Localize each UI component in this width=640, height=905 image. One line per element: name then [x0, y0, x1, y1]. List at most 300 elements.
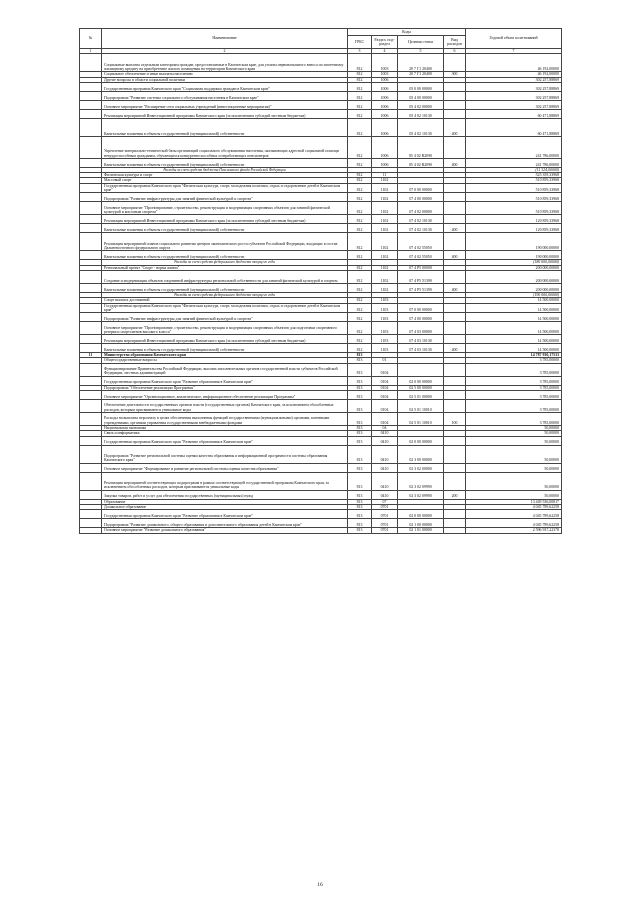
row-number — [80, 490, 102, 499]
row-name: Государственная программа Камчатского края "Развитие образования в Камчатском крае" — [102, 510, 348, 519]
row-name: Создание и модернизация объектов спортивной инфраструктуры региональной собственности для занятий физической культурой и спортом — [102, 270, 348, 283]
row-target-article: 02 3 02 09990 — [398, 490, 444, 499]
row-name: Социальные выплаты отдельным категориям граждан, предоставляемые в Камчатском крае, для уплаты первоначального взноса по ипотечному жилищному кредиту на приобретение жилого помещения на территории Камчатского края — [102, 54, 348, 72]
row-grbs: 812 — [348, 136, 372, 158]
header-target: Целевая статья — [398, 36, 444, 49]
row-grbs: 812 — [348, 251, 372, 260]
row-name: Государственная программа Камчатского края "Социальная поддержка граждан в Камчатском крае" — [102, 82, 348, 91]
row-section: 1103 — [372, 335, 398, 344]
row-expense-type — [444, 510, 466, 519]
row-grbs: 812 — [348, 313, 372, 322]
row-grbs: 812 — [348, 158, 372, 167]
row-expense-type — [444, 400, 466, 413]
row-grbs: 812 — [348, 109, 372, 118]
row-amount: 190 000,00000 — [466, 251, 562, 260]
column-number: 7 — [466, 49, 562, 54]
row-grbs: 813 — [348, 504, 372, 509]
row-target-article: 07 4 02 55050 — [398, 233, 444, 251]
row-target-article: 02 1 01 00000 — [398, 528, 444, 533]
row-grbs: 813 — [348, 528, 372, 533]
row-amount: 3 785,00000 — [466, 400, 562, 413]
row-number — [80, 233, 102, 251]
row-name: Государственная программа Камчатского края "Развитие образования в Камчатском крае" — [102, 376, 348, 385]
row-grbs: 812 — [348, 215, 372, 224]
table-row — [80, 100, 562, 109]
row-number — [80, 215, 102, 224]
row-name: Расходы за счет средств бюджета Пенсионного фонда Российской Федерации — [102, 167, 348, 172]
row-grbs: 813 — [348, 519, 372, 528]
row-expense-type: 400 — [444, 344, 466, 353]
row-grbs: 813 — [348, 499, 372, 504]
row-target-article: 07 4 P5 51390 — [398, 283, 444, 292]
row-target-article: 05 4 02 10130 — [398, 118, 444, 136]
row-name: Национальная экономика — [102, 426, 348, 431]
row-name: Подпрограмма "Развитие инфраструктуры для занятий физической культурой и спортом" — [102, 313, 348, 322]
row-target-article: 02 0 00 00000 — [398, 510, 444, 519]
row-amount: 525 359,33968 — [466, 173, 562, 178]
row-target-article: 07 4 00 00000 — [398, 193, 444, 202]
row-grbs: 813 — [348, 436, 372, 445]
row-section: 0410 — [372, 431, 398, 436]
row-amount: 4 045 789,62258 — [466, 504, 562, 509]
row-name: Основное мероприятие "Проектирование, строительство, реконструкция и модернизация спортивных объектов для занятий физической культурой и массовым спортом" — [102, 202, 348, 215]
table-row — [80, 463, 562, 472]
table-row — [80, 519, 562, 528]
table-row — [80, 413, 562, 426]
row-section: 1006 — [372, 136, 398, 158]
row-amount: 302 257,88869 — [466, 91, 562, 100]
row-section: 0410 — [372, 472, 398, 490]
row-grbs: 812 — [348, 183, 372, 193]
table-row — [80, 335, 562, 344]
row-section: 0410 — [372, 463, 398, 472]
row-expense-type — [444, 313, 466, 322]
row-name: Закупка товаров, работ и услуг для обеспечения государственных (муниципальных) нужд — [102, 490, 348, 499]
row-expense-type — [444, 136, 466, 158]
row-grbs: 813 — [348, 400, 372, 413]
row-section: 1102 — [372, 202, 398, 215]
row-grbs: 812 — [348, 322, 372, 335]
row-name: Подпрограмма "Развитие инфраструктуры для занятий физической культурой и спортом" — [102, 193, 348, 202]
row-target-article: 05 4 02 00000 — [398, 100, 444, 109]
row-amount: 510 859,33968 — [466, 183, 562, 193]
column-number: 2 — [102, 49, 348, 54]
row-target-article: 02 0 00 00000 — [398, 376, 444, 385]
row-name: Реализация мероприятий соответствующих подпрограмм в рамках соответствующей государственной программы Камчатского края, за исключением обособленных расходов, которым присваиваются уникальные коды — [102, 472, 348, 490]
row-expense-type — [444, 82, 466, 91]
row-number — [80, 472, 102, 490]
row-name: Массовый спорт — [102, 178, 348, 183]
row-name: Подпрограмма "Обеспечение реализации Программы" — [102, 385, 348, 390]
row-number — [80, 202, 102, 215]
row-amount: 13 449 536,00817 — [466, 499, 562, 504]
row-target-article: 20 7 Г1 20400 — [398, 54, 444, 72]
row-amount: 241 786,00000 — [466, 158, 562, 167]
row-target-article: 05 4 02 10130 — [398, 109, 444, 118]
row-name: Физическая культура и спорт — [102, 173, 348, 178]
row-section: 1006 — [372, 118, 398, 136]
header-codes: Коды — [348, 29, 466, 36]
row-name: Социальное обеспечение и иные выплаты населению — [102, 72, 348, 77]
row-target-article: 05 4 02 R2090 — [398, 136, 444, 158]
row-name: Капитальные вложения в объекты государственной (муниципальной) собственности — [102, 158, 348, 167]
budget-table — [79, 28, 562, 534]
row-section: 1006 — [372, 82, 398, 91]
row-name: Капитальные вложения в объекты государственной (муниципальной) собственности — [102, 283, 348, 292]
table-row — [80, 54, 562, 72]
row-number — [80, 510, 102, 519]
row-target-article: 02 3 02 09990 — [398, 472, 444, 490]
table-row — [80, 400, 562, 413]
row-grbs: 812 — [348, 100, 372, 109]
row-expense-type: 400 — [444, 118, 466, 136]
row-number — [80, 322, 102, 335]
row-grbs: 812 — [348, 178, 372, 183]
table-header — [80, 29, 562, 54]
table-body — [80, 54, 562, 533]
row-amount: 50,00000 — [466, 431, 562, 436]
row-amount: 14 500,00000 — [466, 344, 562, 353]
table-row — [80, 224, 562, 233]
row-grbs: 813 — [348, 472, 372, 490]
row-section: 1003 — [372, 54, 398, 72]
table-row — [80, 91, 562, 100]
row-amount: 200 000,00000 — [466, 265, 562, 270]
row-expense-type: 200 — [444, 490, 466, 499]
column-number: 5 — [398, 49, 444, 54]
row-section: 1102 — [372, 193, 398, 202]
column-number: 6 — [444, 49, 466, 54]
table-row — [80, 303, 562, 313]
row-name: Капитальные вложения в объекты государственной (муниципальной) собственности — [102, 118, 348, 136]
row-number — [80, 109, 102, 118]
table-row — [80, 344, 562, 353]
row-section: 1006 — [372, 100, 398, 109]
row-amount: 14 500,00000 — [466, 335, 562, 344]
row-target-article: 05 0 00 00000 — [398, 82, 444, 91]
row-name: Укрепление материально-технической базы организаций социального обслуживания населения, оказывающих адресной социальной помощи нетрудоспособным гражданам, обучающихся конкурентоспособных и неработающих пенсионеров — [102, 136, 348, 158]
row-section: 1102 — [372, 270, 398, 283]
row-target-article: 05 4 00 00000 — [398, 91, 444, 100]
row-grbs: 813 — [348, 490, 372, 499]
row-number — [80, 400, 102, 413]
header-num: № — [80, 29, 102, 49]
table-row — [80, 363, 562, 376]
table-row — [80, 215, 562, 224]
row-name: Подпрограмма "Развитие дошкольного, общего образования и дополнительного образования детей в Камчатском крае" — [102, 519, 348, 528]
row-target-article: 07 4 00 00000 — [398, 313, 444, 322]
row-section: 11 — [372, 173, 398, 178]
table-row — [80, 283, 562, 292]
row-name: Основное мероприятие "Формирование и развитие региональной системы оценки качества образования" — [102, 463, 348, 472]
row-target-article: 20 7 Г1 20400 — [398, 72, 444, 77]
row-number — [80, 270, 102, 283]
row-section: 1006 — [372, 158, 398, 167]
row-target-article: 07 4 02 00000 — [398, 202, 444, 215]
row-number — [80, 519, 102, 528]
column-number: 3 — [348, 49, 372, 54]
row-name: Дошкольное образование — [102, 504, 348, 509]
row-number — [80, 303, 102, 313]
row-amount: 3 785,00000 — [466, 358, 562, 363]
row-section: 0701 — [372, 504, 398, 509]
column-number: 4 — [372, 49, 398, 54]
row-expense-type — [444, 183, 466, 193]
row-amount: 50,00000 — [466, 436, 562, 445]
table-row — [80, 233, 562, 251]
table-row — [80, 109, 562, 118]
row-expense-type — [444, 436, 466, 445]
row-number — [80, 413, 102, 426]
table-row — [80, 510, 562, 519]
row-name: Спорт высших достижений — [102, 298, 348, 303]
row-amount: 60 471,88869 — [466, 109, 562, 118]
row-amount: 46 192,00000 — [466, 72, 562, 77]
row-amount: 50,00000 — [466, 490, 562, 499]
row-grbs: 813 — [348, 510, 372, 519]
row-amount: 190 000,00000 — [466, 233, 562, 251]
table-row — [80, 118, 562, 136]
row-section: 0410 — [372, 490, 398, 499]
row-grbs: 812 — [348, 283, 372, 292]
row-grbs: 812 — [348, 193, 372, 202]
row-expense-type — [444, 376, 466, 385]
row-number — [80, 193, 102, 202]
row-section: 1006 — [372, 91, 398, 100]
page-number: 16 — [317, 882, 323, 888]
row-grbs: 813 — [348, 426, 372, 431]
row-section: 1103 — [372, 322, 398, 335]
table-row — [80, 490, 562, 499]
row-number — [80, 391, 102, 400]
header-section: Раздел, под-раздел — [372, 36, 398, 49]
row-number — [80, 91, 102, 100]
row-section: 1003 — [372, 72, 398, 77]
row-expense-type — [444, 335, 466, 344]
row-grbs: 812 — [348, 118, 372, 136]
row-grbs: 812 — [348, 265, 372, 270]
table-row — [80, 528, 562, 533]
row-grbs: 812 — [348, 202, 372, 215]
row-name: Реализация мероприятий Инвестиционной программы Камчатского края (за исключением субсидий местным бюджетам) — [102, 109, 348, 118]
row-number — [80, 445, 102, 463]
row-section: 0104 — [372, 413, 398, 426]
row-grbs: 812 — [348, 224, 372, 233]
row-target-article: 02 5 01 10010 — [398, 413, 444, 426]
row-number — [80, 335, 102, 344]
row-section: 0701 — [372, 528, 398, 533]
row-expense-type: 400 — [444, 224, 466, 233]
row-name: Основное мероприятие "Расширение сети социальных учреждений (инвестиционные мероприятия)" — [102, 100, 348, 109]
row-amount: 3 785,00000 — [466, 363, 562, 376]
row-target-article: 07 4 P5 51390 — [398, 270, 444, 283]
row-expense-type — [444, 193, 466, 202]
row-target-article: 07 4 03 00000 — [398, 322, 444, 335]
row-number — [80, 118, 102, 136]
row-expense-type: 400 — [444, 251, 466, 260]
row-number — [80, 363, 102, 376]
row-target-article: 07 4 P5 00000 — [398, 265, 444, 270]
row-amount: 302 257,88869 — [466, 77, 562, 82]
row-target-article: 07 4 03 10130 — [398, 344, 444, 353]
table-row — [80, 322, 562, 335]
row-name: Реализация мероприятий Инвестиционной программы Камчатского края (за исключением субсидий местным бюджетам) — [102, 335, 348, 344]
row-amount: 50,00000 — [466, 426, 562, 431]
row-amount: 241 786,00000 — [466, 136, 562, 158]
row-expense-type — [444, 233, 466, 251]
row-amount: 4 045 789,62258 — [466, 519, 562, 528]
row-section: 1102 — [372, 224, 398, 233]
row-section: 0701 — [372, 519, 398, 528]
row-expense-type — [444, 100, 466, 109]
row-number — [80, 82, 102, 91]
row-expense-type — [444, 472, 466, 490]
row-amount: 200 000,00000 — [466, 283, 562, 292]
row-section: 1102 — [372, 251, 398, 260]
row-amount: 2 596 937,22378 — [466, 528, 562, 533]
row-grbs: 813 — [348, 391, 372, 400]
row-target-article: 02 1 00 00000 — [398, 519, 444, 528]
row-section: 1102 — [372, 265, 398, 270]
row-name: Основное мероприятие "Развитие дошкольного образования" — [102, 528, 348, 533]
row-section: 1103 — [372, 313, 398, 322]
table-row — [80, 313, 562, 322]
header-grbs: ГРБС — [348, 36, 372, 49]
header-type: Вид расходов — [444, 36, 466, 49]
row-grbs: 812 — [348, 82, 372, 91]
row-target-article: 07 4 03 10130 — [398, 335, 444, 344]
row-amount: 120 859,33968 — [466, 215, 562, 224]
row-grbs: 813 — [348, 353, 372, 358]
row-expense-type: 300 — [444, 72, 466, 77]
row-number — [80, 251, 102, 260]
row-name: Основное мероприятие "Организационное, аналитическое, информационное обеспечение реализации Программы" — [102, 391, 348, 400]
row-grbs: 812 — [348, 233, 372, 251]
row-expense-type — [444, 202, 466, 215]
row-name: Связь и информатика — [102, 431, 348, 436]
row-target-article: 07 0 00 00000 — [398, 303, 444, 313]
row-name: Капитальные вложения в объекты государственной (муниципальной) собственности — [102, 344, 348, 353]
row-number — [80, 100, 102, 109]
row-grbs: 813 — [348, 376, 372, 385]
row-expense-type: 100 — [444, 413, 466, 426]
row-name: Региональный проект "Спорт - норма жизни" — [102, 265, 348, 270]
row-expense-type — [444, 215, 466, 224]
row-amount: 14 500,00000 — [466, 303, 562, 313]
row-section: 1103 — [372, 303, 398, 313]
table-row — [80, 391, 562, 400]
row-amount: 14 500,00000 — [466, 298, 562, 303]
row-section: 1006 — [372, 77, 398, 82]
row-expense-type — [444, 270, 466, 283]
row-amount: 14 500,00000 — [466, 313, 562, 322]
row-amount: 3 785,00000 — [466, 376, 562, 385]
row-name: Образование — [102, 499, 348, 504]
row-grbs: 812 — [348, 344, 372, 353]
row-target-article: 02 5 00 00000 — [398, 385, 444, 390]
row-amount: (190 000,00000) — [466, 292, 562, 297]
row-expense-type — [444, 391, 466, 400]
row-grbs: 813 — [348, 463, 372, 472]
row-grbs: 813 — [348, 363, 372, 376]
row-section: 1102 — [372, 233, 398, 251]
row-number: 11 — [80, 353, 102, 358]
row-name: Реализация мероприятий планов социального развития центров экономического роста субъектов Российской Федерации, входящих в состав Дальневосточного федерального округа — [102, 233, 348, 251]
row-expense-type — [444, 109, 466, 118]
row-expense-type — [444, 303, 466, 313]
row-section: 0410 — [372, 436, 398, 445]
table-row — [80, 445, 562, 463]
row-amount: 60 471,88869 — [466, 118, 562, 136]
row-amount: 510 859,33968 — [466, 202, 562, 215]
row-amount: 302 257,88869 — [466, 100, 562, 109]
row-amount: 200 000,00000 — [466, 270, 562, 283]
row-name: Министерство образования Камчатского края — [102, 353, 348, 358]
row-grbs: 812 — [348, 54, 372, 72]
row-amount: 50,00000 — [466, 472, 562, 490]
row-section: 1102 — [372, 283, 398, 292]
row-name: Капитальные вложения в объекты государственной (муниципальной) собственности — [102, 251, 348, 260]
row-name: Другие вопросы в области социальной политики — [102, 77, 348, 82]
row-grbs: 812 — [348, 72, 372, 77]
row-section: 1102 — [372, 215, 398, 224]
row-expense-type — [444, 54, 466, 72]
row-section: 1006 — [372, 109, 398, 118]
table-row — [80, 158, 562, 167]
row-amount: 46 192,00000 — [466, 54, 562, 72]
row-section: 0701 — [372, 510, 398, 519]
table-row — [80, 82, 562, 91]
table-row — [80, 376, 562, 385]
column-number: 1 — [80, 49, 102, 54]
row-number — [80, 344, 102, 353]
row-name: Государственная программа Камчатского края "Развитие образования в Камчатском крае" — [102, 436, 348, 445]
row-grbs: 813 — [348, 358, 372, 363]
row-amount: 3 785,00000 — [466, 413, 562, 426]
row-name: Реализация мероприятий Инвестиционной программы Камчатского края (за исключением субсидий местным бюджетам) — [102, 215, 348, 224]
row-amount: 50,00000 — [466, 463, 562, 472]
row-amount: 510 859,33968 — [466, 193, 562, 202]
row-name: Общегосударственные вопросы — [102, 358, 348, 363]
row-expense-type: 400 — [444, 283, 466, 292]
row-target-article: 05 4 02 R2090 — [398, 158, 444, 167]
row-number — [80, 313, 102, 322]
row-number — [80, 54, 102, 72]
row-expense-type — [444, 91, 466, 100]
row-name: Расходы за счет средств федерального бюджета текущего года — [102, 292, 348, 297]
row-amount: 510 859,33968 — [466, 178, 562, 183]
row-grbs: 812 — [348, 91, 372, 100]
row-grbs: 813 — [348, 413, 372, 426]
row-name: Капитальные вложения в объекты государственной (муниципальной) собственности — [102, 224, 348, 233]
row-name: Обеспечение деятельности государственных органов власти (государственных органов) Камчатского края, за исключением обособленных расходов, которым присваиваются уникальные коды — [102, 400, 348, 413]
table-row — [80, 183, 562, 193]
row-section: 0104 — [372, 400, 398, 413]
row-section: 01 — [372, 358, 398, 363]
table-row — [80, 202, 562, 215]
row-target-article: 07 0 00 00000 — [398, 183, 444, 193]
row-expense-type — [444, 528, 466, 533]
row-section: 0410 — [372, 445, 398, 463]
row-grbs: 812 — [348, 303, 372, 313]
row-amount: 302 257,88869 — [466, 82, 562, 91]
table-row — [80, 193, 562, 202]
table-row — [80, 136, 562, 158]
row-expense-type — [444, 463, 466, 472]
row-target-article: 02 5 01 00000 — [398, 391, 444, 400]
row-amount: 14 500,00000 — [466, 322, 562, 335]
row-name: Расходы на выплаты персоналу в целях обеспечения выполнения функций государственными (муниципальными) органами, казенными учреждениями, органами управления государственными внебюджетными фондами — [102, 413, 348, 426]
